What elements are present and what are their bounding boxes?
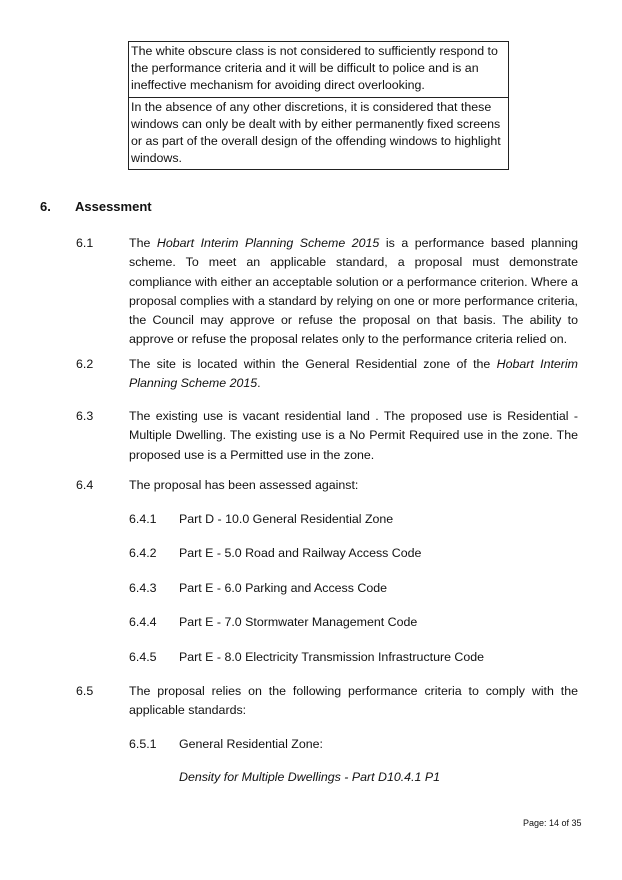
paragraph-text: is a performance based planning scheme. To meet an applicable standard, a proposal must demonstrate compliance with either an acceptable solution or a performance criterion. Where a proposal complies with a standard by relying on one or more performance criteria, the Council may approve or refuse the proposal on that basis. The ability to approve or refuse the proposal relates only to the performance criteria relied on. — [129, 236, 578, 347]
item-text: Part E - 6.0 Parking and Access Code — [179, 581, 387, 595]
criteria-detail: Density for Multiple Dwellings - Part D10.4.1 P1 — [179, 770, 440, 784]
item-number: 6.4.1 — [129, 512, 157, 526]
paragraph-6-4 — [76, 476, 578, 495]
paragraph-text: . — [257, 376, 261, 391]
paragraph-number: 6.4 — [76, 478, 94, 492]
scheme-name: Hobart Interim Planning Scheme 2015 — [156, 236, 380, 250]
paragraph-number: 6.5 — [76, 684, 94, 698]
paragraph-number: 6.3 — [76, 409, 94, 423]
paragraph-text: The site is located within the General Residential zone of the — [129, 357, 497, 371]
item-number: 6.4.4 — [129, 615, 157, 629]
comment-table — [128, 41, 509, 170]
paragraph-body — [129, 234, 578, 350]
paragraph-body: The proposal relies on the following performance criteria to comply with the applicable standards: — [129, 684, 578, 718]
paragraph-6-5 — [76, 682, 578, 721]
table-row: The white obscure class is not considered to sufficiently respond to the performance criteria and it will be difficult to police and is an ineffective mechanism for avoiding direct overlooking. — [131, 44, 498, 93]
paragraph-text: The — [129, 236, 157, 250]
paragraph-number: 6.2 — [76, 357, 94, 371]
page-number: Page: 14 of 35 — [523, 818, 582, 828]
paragraph-body: The existing use is vacant residential land . The proposed use is Residential - Multiple Dwelling. The existing use is a No Permit Required use in the zone. The proposed use is a Permitted use in the zone. — [129, 409, 578, 462]
paragraph-6-1 — [76, 234, 578, 350]
paragraph-body — [129, 355, 578, 394]
scheme-name: Hobart Interim Planning Scheme 2015 — [129, 357, 578, 391]
item-number: 6.4.3 — [129, 581, 157, 595]
item-number: 6.5.1 — [129, 737, 157, 751]
paragraph-6-3 — [76, 407, 578, 465]
paragraph-6-2 — [76, 355, 578, 394]
paragraph-body: The proposal has been assessed against: — [129, 478, 359, 492]
item-number: 6.4.2 — [129, 546, 157, 560]
item-text: Part E - 8.0 Electricity Transmission Infrastructure Code — [179, 650, 485, 664]
paragraph-number: 6.1 — [76, 236, 94, 250]
item-text: Part E - 7.0 Stormwater Management Code — [179, 615, 418, 629]
item-text: Part E - 5.0 Road and Railway Access Code — [179, 546, 422, 560]
table-row: In the absence of any other discretions, it is considered that these windows can only be dealt with by either permanently fixed screens or as part of the overall design of the offending windows to highlight windows. — [129, 97, 508, 170]
item-text: General Residential Zone: — [179, 737, 323, 751]
section-number: 6. — [40, 199, 51, 214]
item-number: 6.4.5 — [129, 650, 157, 664]
item-text: Part D - 10.0 General Residential Zone — [179, 512, 394, 526]
section-title: Assessment — [75, 199, 152, 214]
